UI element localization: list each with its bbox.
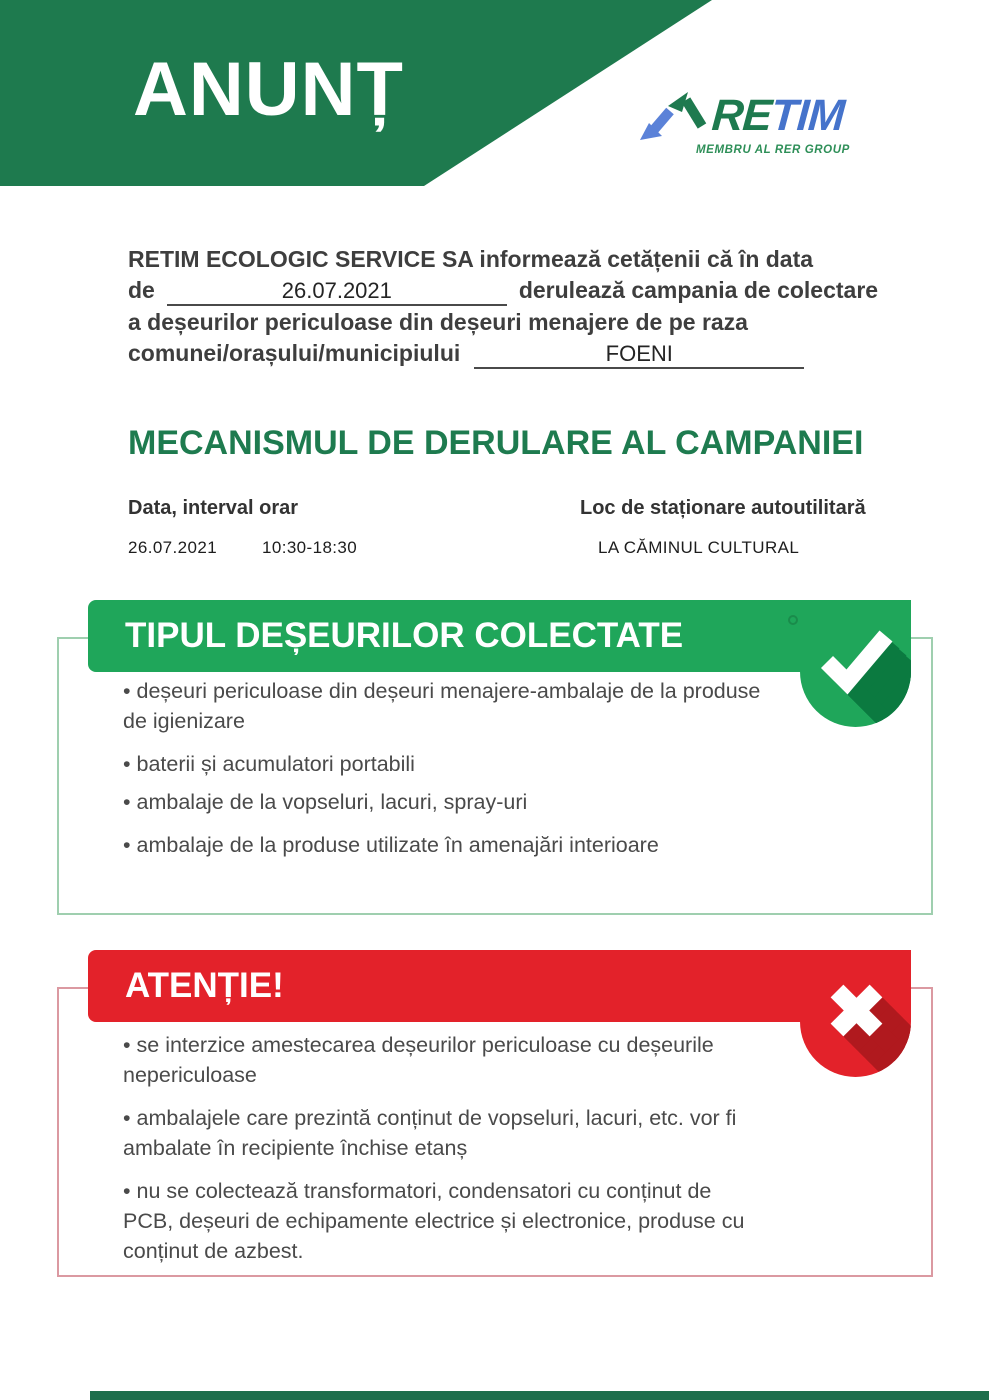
schedule-interval: 10:30-18:30 — [262, 538, 358, 557]
intro-line-3: a deșeurilor periculoase din deșeuri menajere de pe raza — [128, 309, 748, 335]
intro-line-4 — [128, 340, 804, 369]
retim-wordmark — [710, 91, 846, 140]
schedule-date: 26.07.2021 — [128, 538, 218, 557]
check-badge — [800, 600, 911, 727]
schedule-col-date-header: Data, interval orar — [128, 497, 299, 519]
footer-bar — [90, 1391, 989, 1400]
check-icon — [800, 600, 911, 727]
wordmark-tim: TIM — [769, 91, 846, 140]
wordmark-re: RE — [710, 91, 773, 140]
schedule-col-location-header: Loc de staționare autoutilitară — [580, 497, 866, 519]
intro-line-1: RETIM ECOLOGIC SERVICE SA informează cetățenii că în data — [128, 246, 814, 272]
recycle-logo-icon — [638, 90, 712, 142]
collected-waste-title: TIPUL DEȘEURILOR COLECTATE — [125, 616, 684, 655]
attention-title: ATENȚIE! — [125, 966, 284, 1005]
x-badge — [800, 950, 911, 1077]
intro-line-2-suffix: derulează campania de colectare — [518, 277, 879, 303]
date-fill-in: 26.07.2021 — [167, 278, 507, 306]
decorative-ring — [788, 615, 798, 625]
list-item: • se interzice amestecarea deșeurilor periculoase cu deșeurile nepericuloase — [123, 1030, 763, 1090]
intro-line-2 — [128, 277, 878, 306]
intro-line-2-prefix: de — [128, 277, 155, 303]
page-title: ANUNȚ — [133, 47, 404, 132]
mechanism-heading: MECANISMUL DE DERULARE AL CAMPANIEI — [128, 424, 864, 462]
retim-logo — [638, 90, 888, 156]
list-item: • ambalaje de la produse utilizate în amenajări interioare — [123, 830, 773, 860]
list-item: • nu se colectează transformatori, condensatori cu conținut de PCB, deșeuri de echipamente electrice și electronice, produse cu conținut de azbest. — [123, 1176, 763, 1266]
list-item: • ambalajele care prezintă conținut de vopseluri, lacuri, etc. vor fi ambalate în recipiente închise etanș — [123, 1103, 763, 1163]
intro-line-4-prefix: comunei/orașului/municipiului — [128, 340, 461, 366]
collected-waste-banner — [88, 600, 911, 672]
list-item: • deșeuri periculoase din deșeuri menajere-ambalaje de la produse de igienizare — [123, 676, 773, 736]
attention-list — [123, 1030, 763, 1279]
schedule-location: LA CĂMINUL CULTURAL — [598, 538, 800, 557]
x-icon — [800, 950, 911, 1077]
locality-fill-in: FOENI — [474, 341, 804, 369]
attention-banner — [88, 950, 911, 1022]
list-item: • baterii și acumulatori portabili — [123, 749, 773, 779]
list-item: • ambalaje de la vopseluri, lacuri, spray-uri — [123, 787, 773, 817]
logo-tagline: MEMBRU AL RER GROUP — [696, 144, 850, 156]
collected-waste-list — [123, 676, 773, 860]
